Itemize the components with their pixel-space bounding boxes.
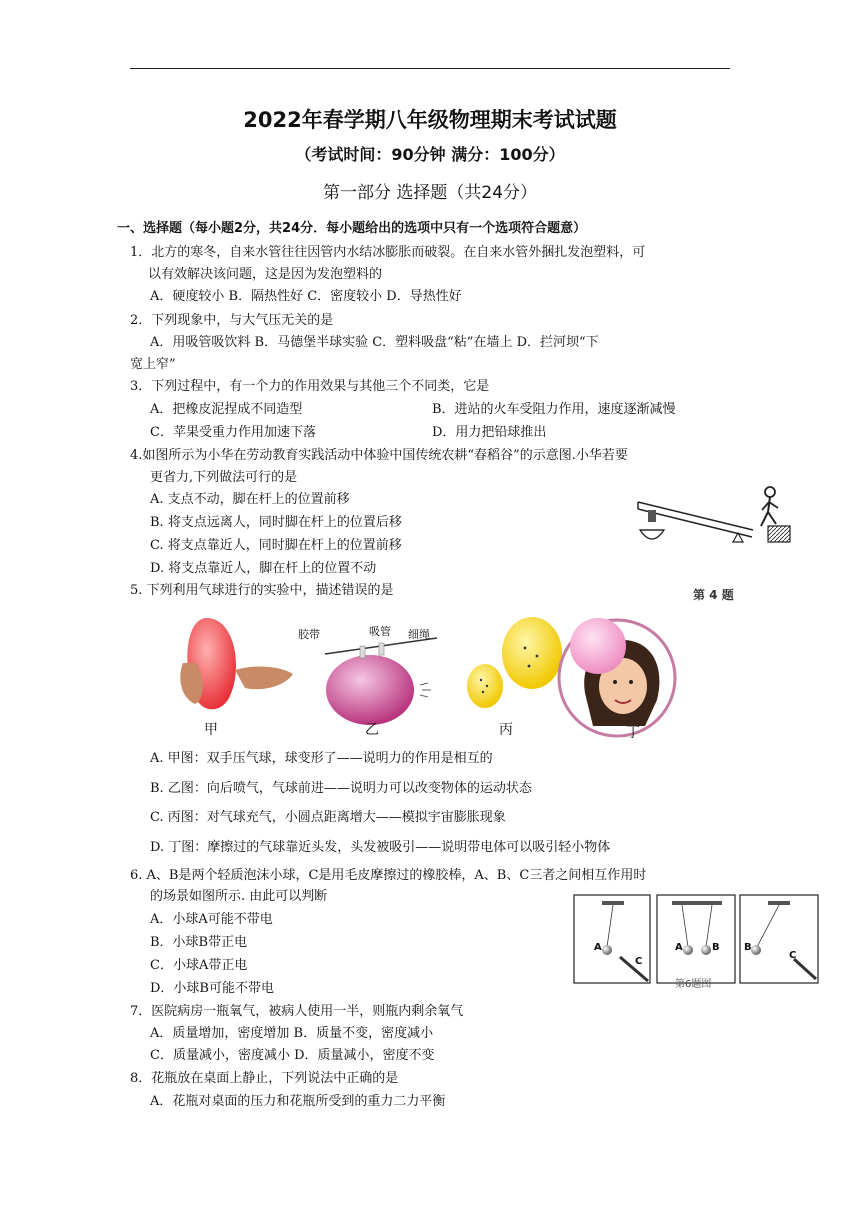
- q4-option-c: C. 将支点靠近人，同时脚在杆上的位置前移: [150, 538, 402, 553]
- q3-option-b: B．进站的火车受阻力作用，速度逐渐减慢: [432, 402, 676, 417]
- q3-option-d: D．用力把铅球推出: [432, 425, 547, 440]
- q6-stem: 6. A、B是两个轻质泡沫小球，C是用毛皮摩擦过的橡胶棒，A、B、C三者之间相互作用时: [130, 868, 647, 883]
- q4-option-d: D. 将支点靠近人，脚在杆上的位置不动: [150, 561, 377, 576]
- exam-subtitle: （考试时间：90分钟 满分：100分）: [295, 145, 565, 164]
- label-tape: 胶带: [298, 628, 320, 641]
- q6-option-c: C．小球A带正电: [150, 958, 248, 973]
- q8-option-a: A．花瓶对桌面的压力和花瓶所受到的重力二力平衡: [150, 1094, 446, 1109]
- q4-figure-caption: 第 4 题: [693, 588, 734, 602]
- q7-options-ab: A．质量增加，密度增加 B．质量不变，密度减小: [150, 1026, 434, 1041]
- section-heading: 第一部分 选择题（共24分）: [322, 183, 538, 203]
- ball-b-label-2: B: [712, 942, 720, 953]
- q2-options: A．用吸管吸饮料 B．马德堡半球实验 C．塑料吸盘“粘”在墙上 D．拦河坝“下: [150, 335, 599, 350]
- rod-c-label-3: C: [789, 950, 797, 961]
- ball-a-label-2: A: [675, 942, 683, 953]
- rod-c-label-1: C: [635, 956, 643, 967]
- balloon-yi: [325, 638, 437, 725]
- q3-option-c: C．苹果受重力作用加速下落: [150, 425, 316, 440]
- q1-options: A．硬度较小 B．隔热性好 C．密度较小 D．导热性好: [150, 289, 462, 304]
- q4-option-a: A. 支点不动，脚在杆上的位置前移: [150, 492, 350, 507]
- q8-stem: 8．花瓶放在桌面上静止，下列说法中正确的是: [130, 1071, 399, 1086]
- top-rule: [130, 68, 730, 69]
- q4-option-b: B. 将支点远离人，同时脚在杆上的位置后移: [150, 515, 402, 530]
- lever-figure: [628, 480, 798, 578]
- balloon-jia: [180, 618, 293, 709]
- q3-stem: 3．下列过程中，有一个力的作用效果与其他三个不同类，它是: [130, 379, 490, 394]
- label-jia: 甲: [204, 722, 218, 738]
- balloon-experiments-figure: [175, 608, 695, 748]
- q4-stem-cont: 更省力,下列做法可行的是: [150, 470, 298, 485]
- q5-stem: 5. 下列利用气球进行的实验中，描述错误的是: [130, 583, 394, 598]
- q6-figure-caption: 第6题图: [675, 979, 712, 990]
- exam-title: 2022年春学期八年级物理期末考试试题: [243, 108, 617, 132]
- label-yi: 乙: [365, 722, 379, 738]
- label-bing: 丙: [499, 722, 513, 738]
- label-straw: 吸管: [369, 625, 391, 638]
- q6-stem-cont: 的场景如图所示. 由此可以判断: [150, 889, 328, 904]
- q7-stem: 7．医院病房一瓶氧气，被病人使用一半，则瓶内剩余氧气: [130, 1004, 464, 1019]
- q5-option-a: A. 甲图：双手压气球，球变形了——说明力的作用是相互的: [150, 751, 493, 766]
- balloon-bing: [467, 617, 562, 708]
- q5-option-c: C. 丙图：对气球充气，小圆点距离增大——模拟宇宙膨胀现象: [150, 810, 506, 825]
- label-rope: 细绳: [408, 628, 430, 641]
- q7-options-cd: C．质量减小，密度减小 D．质量减小，密度不变: [150, 1048, 435, 1063]
- q2-stem: 2．下列现象中，与大气压无关的是: [130, 313, 334, 328]
- q4-stem: 4.如图所示为小华在劳动教育实践活动中体验中国传统农耕“春稻谷”的示意图.小华若要: [130, 448, 628, 463]
- instructions: 一、选择题（每小题2分，共24分．每小题给出的选项中只有一个选项符合题意）: [117, 221, 587, 236]
- ball-a-label-1: A: [594, 942, 602, 953]
- q1-stem-cont: 以有效解决该问题，这是因为发泡塑料的: [148, 267, 383, 282]
- label-ding: 丁: [626, 725, 640, 741]
- q2-options-cont: 宽上窄”: [130, 357, 176, 372]
- q6-option-a: A．小球A可能不带电: [150, 912, 273, 927]
- q6-option-d: D．小球B可能不带电: [150, 981, 274, 996]
- q5-option-b: B. 乙图：向后喷气，气球前进——说明力可以改变物体的运动状态: [150, 781, 532, 796]
- q6-option-b: B．小球B带正电: [150, 935, 248, 950]
- q1-stem: 1．北方的寒冬，自来水管往往因管内水结冰膨胀而破裂。在自来水管外捆扎发泡塑料，可: [130, 245, 646, 260]
- q3-option-a: A．把橡皮泥捏成不同造型: [150, 402, 303, 417]
- ball-b-label-3: B: [744, 942, 752, 953]
- q5-option-d: D. 丁图：摩擦过的气球靠近头发，头发被吸引——说明带电体可以吸引轻小物体: [150, 840, 611, 855]
- balloon-ding: [559, 618, 675, 736]
